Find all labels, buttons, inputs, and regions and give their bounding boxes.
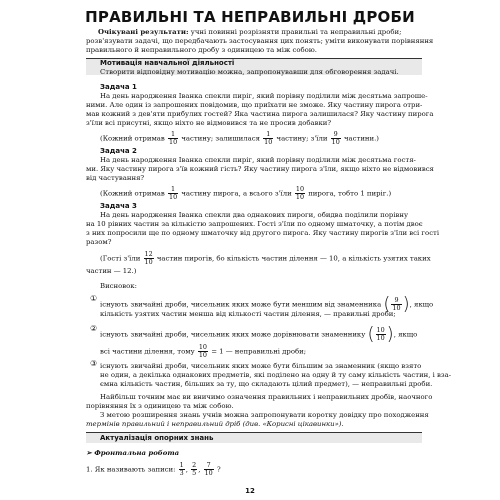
fraction xyxy=(179,462,185,477)
task1-line-4: з'їли всі присутні, якщо ніхто не відмовився та не просив добавки? xyxy=(86,119,332,127)
conclusion-1-text-b: , якщо xyxy=(409,300,434,309)
results-text-1: учні повинні розрізняти правильні та неправильні дроби; xyxy=(188,28,402,36)
closing-line-4: термінів правильний і неправильний дріб (див. «Корисні цікавинки»). xyxy=(86,420,344,428)
actualization-heading: Актуалізація опорних знань xyxy=(100,434,214,442)
conclusion-2-text-d: = 1 — неправильні дроби; xyxy=(211,347,307,356)
conclusion-3-line-2: не один, а декілька однакових предметів, які поділено на одну й ту саму кількість частин, і вза- xyxy=(100,371,452,379)
fraction xyxy=(376,327,386,342)
paren-right: ) xyxy=(386,323,394,345)
closing-line-3: З метою розширення знань учнів можна запропонувати коротку довідку про походження xyxy=(100,411,429,419)
fraction-numerator: 10 xyxy=(295,185,305,193)
fraction-numerator: 10 xyxy=(376,326,385,334)
task2-line-1: На день народження Іванка спекли пиріг, який порівну поділили між десятьма гостя- xyxy=(100,156,416,164)
question-1-text: 1. Як називають записи: xyxy=(86,465,176,474)
fraction-numerator: 1 xyxy=(263,131,273,139)
fraction-denominator: 3 xyxy=(179,469,184,477)
task3-answer xyxy=(100,251,436,266)
paren-left: ( xyxy=(367,323,375,345)
question-1: 1. Як називають записи: $\frac{1}{3}$ , $\frac{2}{5}$ , $\frac{7}{10}$ ? xyxy=(86,461,221,477)
closing-line-1: Найбільш точним має ви вничимо означення правильних і неправильних дробів, наочного xyxy=(100,393,433,401)
results-label: Очікувані результати: xyxy=(98,28,189,36)
question-1-end: ? xyxy=(216,465,221,474)
results-line-1 xyxy=(86,28,422,37)
results-line-3: правильного й неправильного дробу з одиницею та між собою. xyxy=(86,46,317,54)
closing-line-2: порівняння їх з одиницею та між собою. xyxy=(86,402,234,410)
task1-answer-c: частину; з'їли xyxy=(276,134,328,143)
task2-answer-c: пирога, тобто 1 пиріг.) xyxy=(308,189,392,198)
conclusion-2-text-a: існують звичайні дроби, чисельник яких може дорівнювати знаменнику xyxy=(100,330,366,339)
fraction-numerator: 2 xyxy=(192,461,197,469)
results-line-2: розв'язувати задачі, що передбачають застосування цих понять; уміти виконувати порівняння xyxy=(86,37,434,45)
fraction xyxy=(263,131,273,146)
task3-heading: Задача 3 xyxy=(100,202,137,210)
fraction-numerator: 9 xyxy=(391,297,401,305)
fraction-denominator: 10 xyxy=(169,193,178,201)
task1-answer-d: частини.) xyxy=(343,134,379,143)
arrow-icon: ➢ xyxy=(86,449,95,457)
fraction xyxy=(198,344,208,359)
fraction-numerator: 7 xyxy=(204,462,214,470)
task2-line-3: від частування? xyxy=(86,174,145,182)
conclusion-2-line-1 xyxy=(100,323,436,345)
task1-line-1: На день народження Іванка спекли пиріг, який порівну поділили між десятьма запроше- xyxy=(100,92,428,100)
page-title: ПРАВИЛЬНІ ТА НЕПРАВИЛЬНІ ДРОБИ xyxy=(85,8,415,26)
fraction xyxy=(168,131,178,146)
conclusion-1-line-2: кількість узятих частин менша від кількості частин ділення, — правильні дроби; xyxy=(100,310,396,318)
fraction-numerator: 1 xyxy=(168,131,178,139)
task1-heading: Задача 1 xyxy=(100,83,137,91)
fraction-denominator: 10 xyxy=(376,334,385,342)
task1-answer-a: (Кожний отримав xyxy=(100,134,165,143)
task1-answer-b: частину; залишилася xyxy=(181,134,260,143)
task3-line-3: з них попросили ще по одному шматочку від другого пирога. Яку частину пирогів з'їли всі гості xyxy=(86,229,440,237)
paren-left: ( xyxy=(383,293,391,315)
conclusion-2-line-2 xyxy=(100,344,436,359)
actualization-rule xyxy=(86,432,422,433)
conclusion-2-text-b: , якщо xyxy=(393,330,418,339)
task2-answer xyxy=(100,186,436,201)
fraction xyxy=(168,186,178,201)
fraction-denominator: 10 xyxy=(331,138,340,146)
check-icon: ① xyxy=(90,294,98,303)
fraction-denominator: 10 xyxy=(144,258,153,266)
paren-right: ) xyxy=(402,293,410,315)
fraction-numerator: 12 xyxy=(144,250,153,258)
fraction-denominator: 10 xyxy=(169,138,178,146)
page-number: 12 xyxy=(245,487,255,495)
fraction xyxy=(191,462,197,477)
fraction-denominator: 10 xyxy=(198,351,207,359)
task1-line-2: ними. Але один із запрошених повідомив, що приїхати не зможе. Яку частину пирога отри- xyxy=(86,101,423,109)
task3-answer-b: частин пирогів, бо кількість частин ділення — 10, а кількість узятих таких xyxy=(156,254,431,263)
fraction-denominator: 5 xyxy=(192,469,197,477)
fraction-denominator: 10 xyxy=(295,193,305,201)
task2-answer-b: частину пирога, а всього з'їли xyxy=(181,189,292,198)
task1-answer xyxy=(100,131,436,146)
conclusion-1-text-a: існують звичайні дроби, чисельник яких може бути меншим від знаменника xyxy=(100,300,382,309)
task2-heading: Задача 2 xyxy=(100,147,137,155)
check-icon: ② xyxy=(90,324,98,333)
task2-answer-a: (Кожний отримав xyxy=(100,189,165,198)
fraction xyxy=(144,251,154,266)
fraction-denominator: 10 xyxy=(264,138,273,146)
fraction xyxy=(204,462,214,477)
fraction xyxy=(295,186,305,201)
fraction-numerator: 1 xyxy=(168,186,178,194)
task3-line-4: разом? xyxy=(86,238,112,246)
task3-line-2: на 10 рівних частин за кількістю запрошених. Гості з'їли по одному шматочку, а потім двоє xyxy=(86,220,423,228)
conclusion-2-text-c: всі частини ділення, тому xyxy=(100,347,195,356)
fraction-numerator: 1 xyxy=(179,461,184,469)
motivation-heading: Мотивація навчальної діяльності xyxy=(100,59,235,67)
fraction-denominator: 10 xyxy=(392,304,401,312)
task1-line-3: мав кожний з дев'яти прибулих гостей? Яка частина пирога залишилася? Яку частину пирога xyxy=(86,110,434,118)
motivation-intro: Створити відповідну мотивацію можна, запропонувавши для обговорення задачі. xyxy=(100,68,399,76)
task3-line-1: На день народження Іванка спекли два однакових пироги, обидва поділили порівну xyxy=(100,211,409,219)
task2-line-2: ми. Яку частину пирога з'їв кожний гість? Яку частину пирога з'їли, якщо ніхто не відмовився xyxy=(86,165,434,173)
frontal-work xyxy=(86,449,422,458)
task3-answer-end: частин — 12.) xyxy=(86,267,137,275)
fraction xyxy=(331,131,341,146)
conclusion-3-line-1: існують звичайні дроби, чисельник яких може бути більшим за знаменник (якщо взято xyxy=(100,362,422,370)
check-icon: ③ xyxy=(90,359,98,368)
fraction-numerator: 9 xyxy=(331,131,341,139)
fraction-numerator: 10 xyxy=(198,343,207,351)
frontal-label: Фронтальна робота xyxy=(94,449,180,457)
conclusion-label: Висновок: xyxy=(100,282,137,290)
task3-answer-a: (Гості з'їли xyxy=(100,254,141,263)
conclusion-3-line-3: ємна кількість частин, більших за ту, що складають цілий предмет), — неправильні дроби. xyxy=(100,380,433,388)
fraction-denominator: 10 xyxy=(204,469,213,477)
